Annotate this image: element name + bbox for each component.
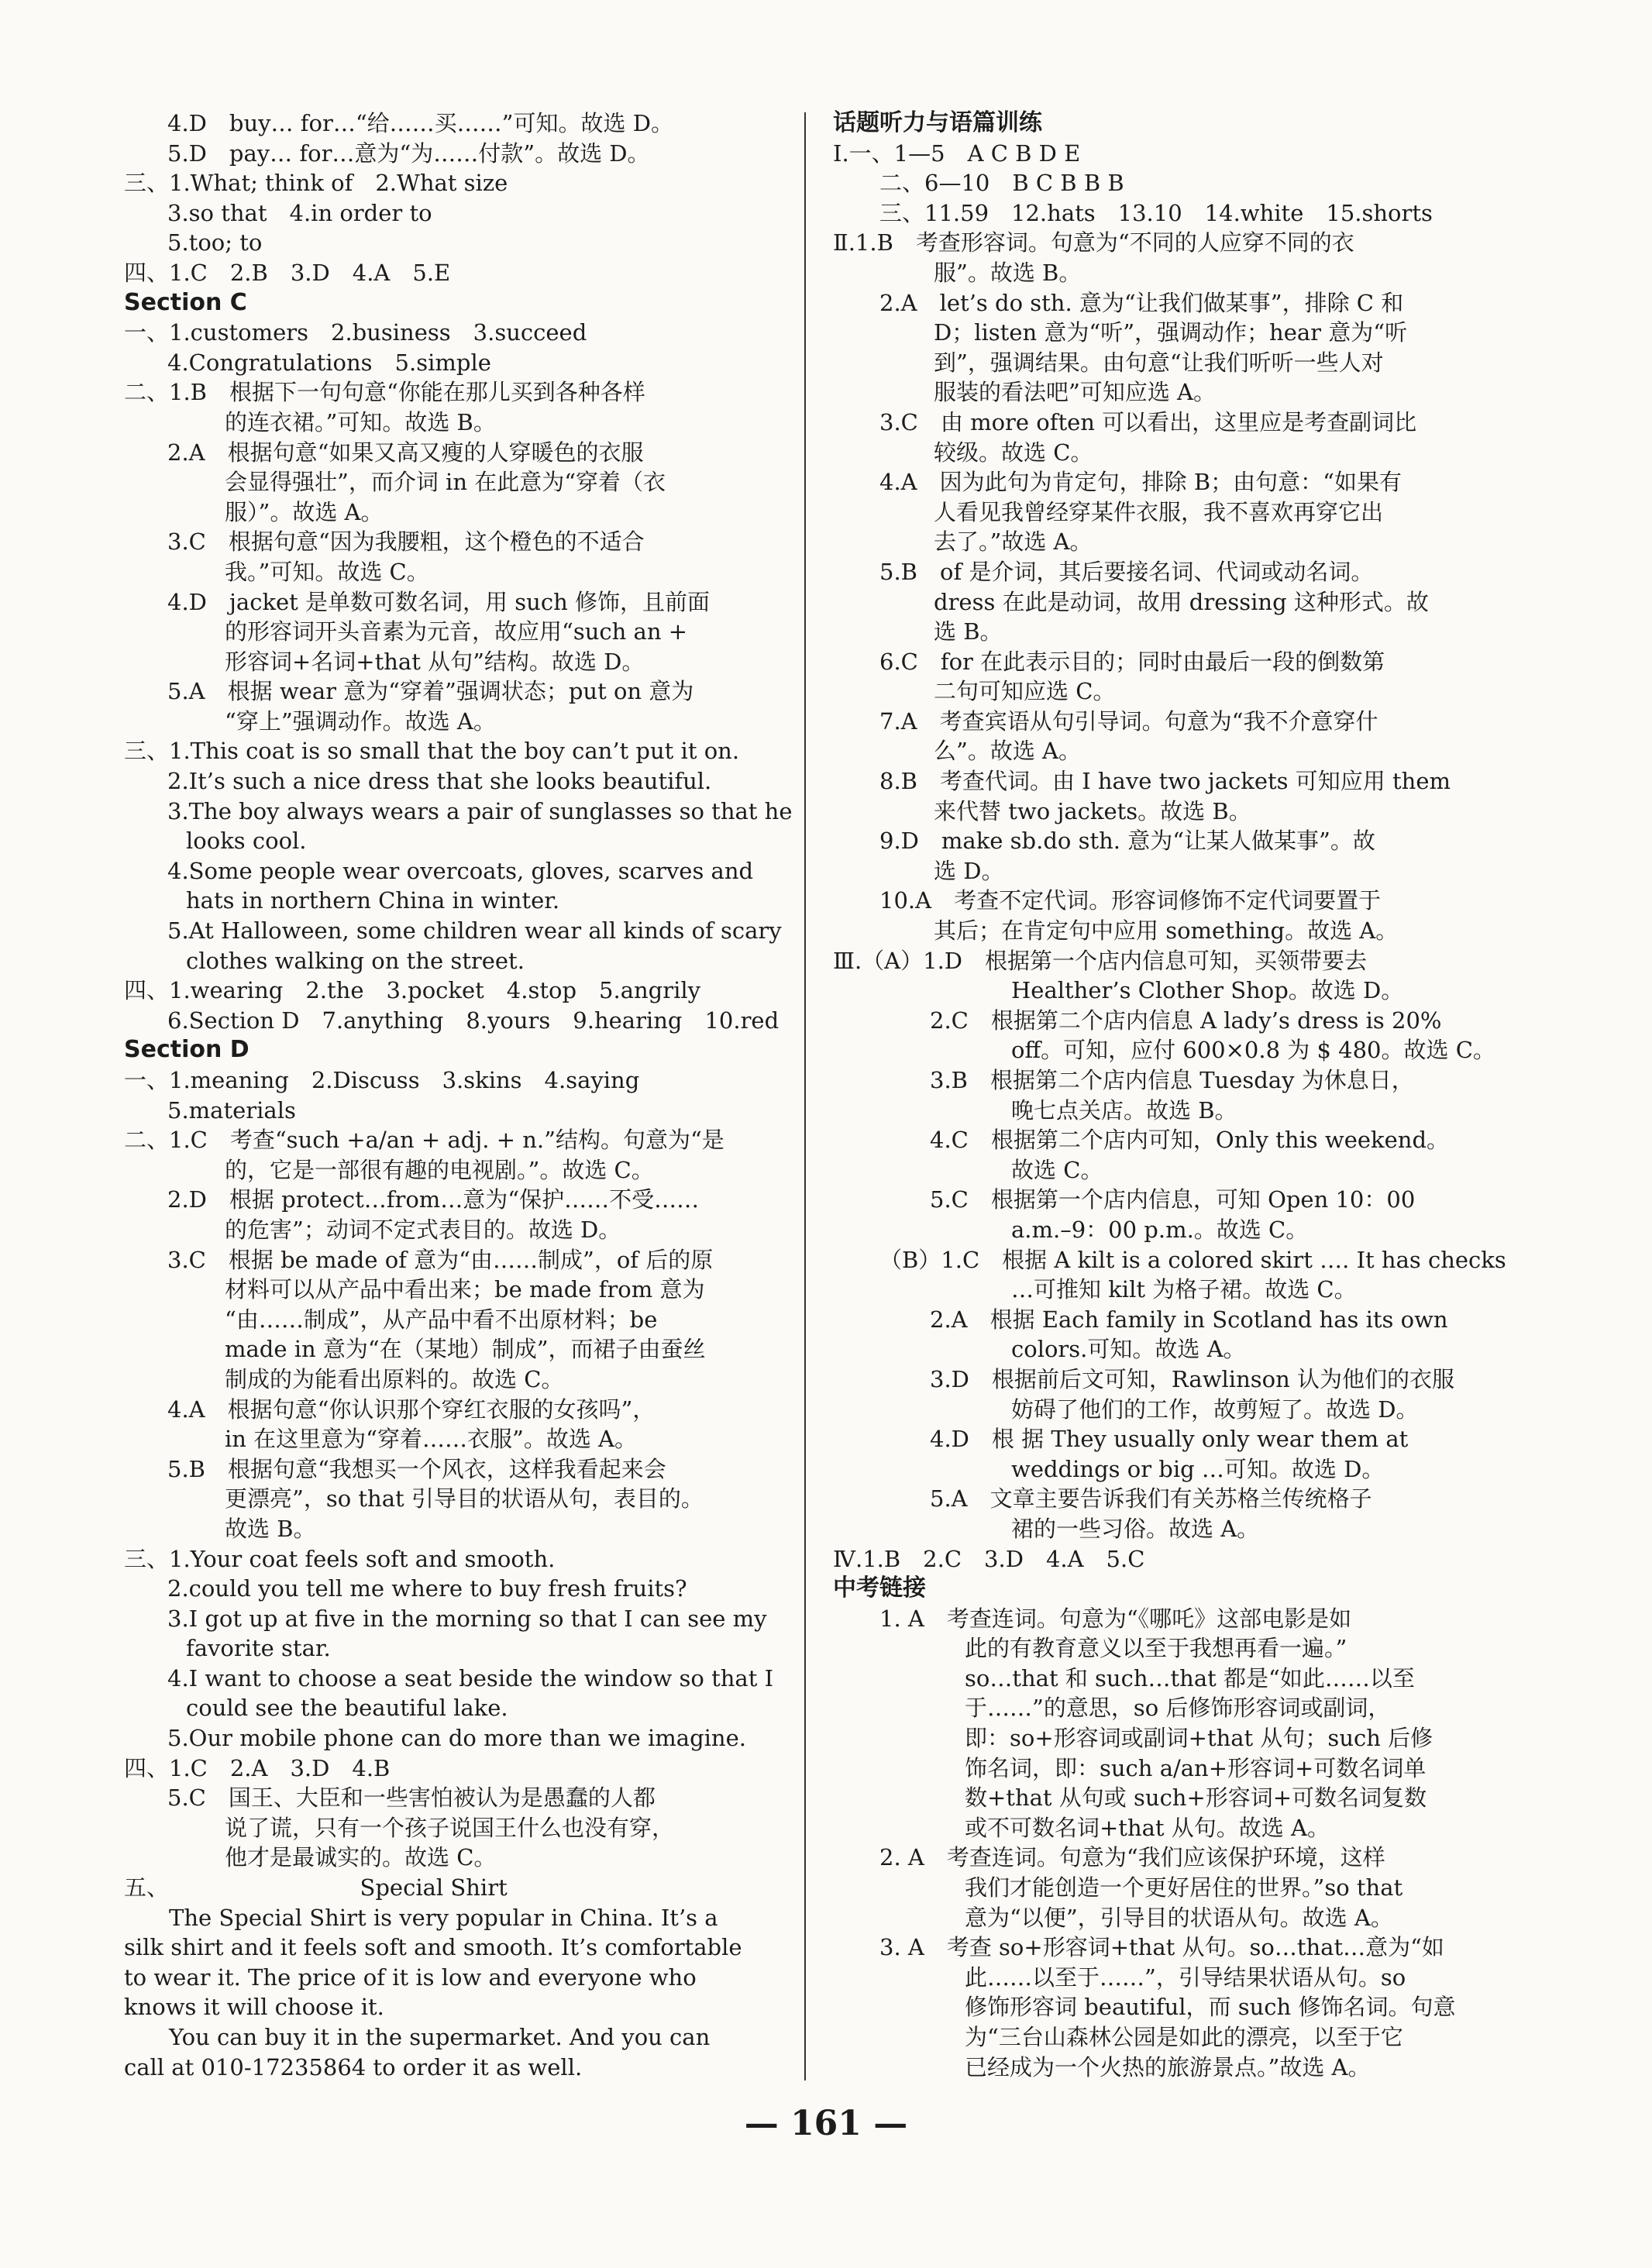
text-line: 三、1.Your coat feels soft and smooth. bbox=[124, 1545, 556, 1572]
text-line: 选 D。 bbox=[934, 857, 1004, 884]
text-line: 即：so+形容词或副词+that 从句；such 后修 bbox=[965, 1725, 1433, 1752]
text-line: 较级。故选 C。 bbox=[934, 439, 1093, 466]
text-line: 故选 B。 bbox=[225, 1515, 316, 1542]
text-line: 2.A let’s do sth. 意为“让我们做某事”，排除 C 和 bbox=[879, 289, 1404, 316]
text-line: dress 在此是动词，故用 dressing 这种形式。故 bbox=[934, 588, 1429, 615]
text-line: 三、1.What; think of 2.What size bbox=[124, 170, 508, 197]
text-line: 3.I got up at five in the morning so that I can see my bbox=[167, 1605, 767, 1632]
text-line: knows it will choose it. bbox=[124, 1994, 384, 2021]
text-line: 二、6—10 B C B B B bbox=[879, 170, 1124, 197]
text-line: “穿上”强调动作。故选 A。 bbox=[225, 707, 496, 735]
text-line: to wear it. The price of it is low and everyone who bbox=[124, 1963, 697, 1991]
text-line: 4.A 因为此句为肯定句，排除 B；由句意：“如果有 bbox=[879, 469, 1402, 496]
text-line: call at 010-17235864 to order it as well. bbox=[124, 2053, 583, 2080]
text-line: 五、 Special Shirt bbox=[124, 1874, 508, 1901]
text-line: 3.C 根据句意“因为我腰粗，这个橙色的不适合 bbox=[167, 528, 645, 556]
text-line: 3.C 由 more often 可以看出，这里应是考查副词比 bbox=[879, 408, 1417, 435]
text-line: off。可知，应付 600×0.8 为 $ 480。故选 C。 bbox=[1011, 1037, 1495, 1064]
text-line: 2.C 根据第二个店内信息 A lady’s dress is 20% bbox=[930, 1007, 1442, 1034]
text-line: 四、1.C 2.A 3.D 4.B bbox=[124, 1754, 391, 1781]
column-divider bbox=[804, 112, 806, 2080]
text-line: 数+that 从句或 such+形容词+可数名词复数 bbox=[965, 1784, 1427, 1812]
text-line: You can buy it in the supermarket. And you can bbox=[124, 2024, 711, 2050]
text-line: 5.B 根据句意“我想买一个风衣，这样我看起来会 bbox=[167, 1455, 666, 1482]
text-line: The Special Shirt is very popular in China. It’s a bbox=[124, 1904, 718, 1931]
text-line: 么”。故选 A。 bbox=[934, 738, 1081, 765]
text-line: 5.D pay… for…意为“为……付款”。故选 D。 bbox=[167, 139, 650, 167]
text-line: 4.D 根 据 They usually only wear them at bbox=[930, 1426, 1409, 1453]
text-line: 的，它是一部很有趣的电视剧。”。故选 C。 bbox=[225, 1156, 654, 1183]
text-line: 更漂亮”，so that 引导目的状语从句，表目的。 bbox=[225, 1485, 704, 1513]
text-line: 4.A 根据句意“你认识那个穿红衣服的女孩吗”， bbox=[167, 1396, 656, 1423]
text-line: 形容词+名词+that 从句”结构。故选 D。 bbox=[225, 648, 645, 675]
text-line: 到”，强调结果。由句意“让我们听听一些人对 bbox=[934, 349, 1384, 376]
text-line: 5.B of 是介词，其后要接名词、代词或动名词。 bbox=[879, 558, 1374, 585]
text-line: 5.C 国王、大臣和一些害怕被认为是愚蠢的人都 bbox=[167, 1784, 656, 1812]
text-line: a.m.–9：00 p.m.。故选 C。 bbox=[1011, 1216, 1309, 1243]
text-line: 故选 C。 bbox=[1011, 1156, 1103, 1183]
text-line: 服装的看法吧”可知应选 A。 bbox=[934, 379, 1216, 406]
text-line: 三、1.This coat is so small that the boy can’t put it on. bbox=[124, 738, 740, 765]
text-line: 其后；在肯定句中应用 something。故选 A。 bbox=[934, 917, 1399, 945]
page-number: — 161 — bbox=[744, 2104, 908, 2143]
text-line: Ⅰ.一、1—5 A C B D E bbox=[833, 139, 1081, 167]
text-line: 制成的为能看出原料的。故选 C。 bbox=[225, 1365, 564, 1392]
text-line: 说了谎，只有一个孩子说国王什么也没有穿， bbox=[225, 1814, 675, 1841]
text-line: （B）1.C 根据 A kilt is a colored skirt …. It has checks bbox=[879, 1246, 1506, 1273]
text-line: 我们才能创造一个更好居住的世界。”so that bbox=[965, 1874, 1403, 1901]
text-line: 8.B 考查代词。由 I have two jackets 可知应用 them bbox=[879, 768, 1451, 795]
text-line: 5.A 文章主要告诉我们有关苏格兰传统格子 bbox=[930, 1485, 1372, 1513]
text-line: 3.C 根据 be made of 意为“由……制成”，of 后的原 bbox=[167, 1246, 714, 1273]
text-line: 3.B 根据第二个店内信息 Tuesday 为休息日， bbox=[930, 1067, 1414, 1093]
text-line: 三、11.59 12.hats 13.10 14.white 15.shorts bbox=[879, 199, 1433, 226]
text-line: 2.A 根据句意“如果又高又瘦的人穿暖色的衣服 bbox=[167, 439, 644, 466]
text-line: 10.A 考查不定代词。形容词修饰不定代词要置于 bbox=[879, 887, 1382, 914]
text-line: 9.D make sb.do sth. 意为“让某人做某事”。故 bbox=[879, 828, 1375, 855]
text-line: 二句可知应选 C。 bbox=[934, 678, 1116, 705]
text-line: 5.C 根据第一个店内信息，可知 Open 10：00 bbox=[930, 1186, 1416, 1213]
text-line: Ⅱ.1.B 考查形容词。句意为“不同的人应穿不同的衣 bbox=[833, 229, 1354, 256]
text-line: colors.可知。故选 A。 bbox=[1011, 1336, 1246, 1363]
text-line: 已经成为一个火热的旅游景点。”故选 A。 bbox=[965, 2053, 1371, 2080]
text-line: hats in northern China in winter. bbox=[186, 887, 560, 914]
text-line: 妨碍了他们的工作，故剪短了。故选 D。 bbox=[1011, 1396, 1419, 1423]
text-line: 的形容词开头音素为元音，故应用“such an + bbox=[225, 618, 688, 645]
text-line: 3.The boy always wears a pair of sunglasses so that he bbox=[167, 797, 793, 824]
text-line: made in 意为“在（某地）制成”，而裙子由蚕丝 bbox=[225, 1336, 706, 1363]
text-line: 服”。故选 B。 bbox=[934, 259, 1082, 286]
text-line: 四、1.wearing 2.the 3.pocket 4.stop 5.angrily bbox=[124, 977, 701, 1004]
text-line: 来代替 two jackets。故选 B。 bbox=[934, 797, 1251, 824]
text-line: 去了。”故选 A。 bbox=[934, 528, 1093, 556]
text-line: 二、1.B 根据下一句句意“你能在那儿买到各种各样 bbox=[124, 379, 645, 406]
text-line: 3. A 考查 so+形容词+that 从句。so…that…意为“如 bbox=[879, 1934, 1444, 1961]
text-line: 为“三台山森林公园是如此的漂亮，以至于它 bbox=[965, 2024, 1403, 2050]
text-line: 裙的一些习俗。故选 A。 bbox=[1011, 1515, 1260, 1542]
text-line: 会显得强壮”，而介词 in 在此意为“穿着（衣 bbox=[225, 469, 666, 496]
text-line: 的连衣裙。”可知。故选 B。 bbox=[225, 408, 496, 435]
text-line: Ⅲ.（A）1.D 根据第一个店内信息可知，买领带要去 bbox=[833, 947, 1368, 974]
text-line: so…that 和 such…that 都是“如此……以至 bbox=[965, 1664, 1415, 1692]
text-line: 5.Our mobile phone can do more than we imagine. bbox=[167, 1725, 746, 1752]
text-line: could see the beautiful lake. bbox=[186, 1695, 508, 1722]
text-line: 5.A 根据 wear 意为“穿着”强调状态；put on 意为 bbox=[167, 678, 694, 705]
left-column bbox=[124, 108, 793, 2082]
text-line: 2.D 根据 protect…from…意为“保护……不受…… bbox=[167, 1186, 700, 1213]
text-line: 7.A 考查宾语从句引导词。句意为“我不介意穿什 bbox=[879, 707, 1378, 735]
right-column bbox=[833, 108, 1506, 2082]
text-line: 6.Section D 7.anything 8.yours 9.hearing 10.red bbox=[167, 1007, 780, 1034]
text-line: 此的有教育意义以至于我想再看一遍。” bbox=[965, 1635, 1347, 1662]
text-line: Ⅳ.1.B 2.C 3.D 4.A 5.C bbox=[833, 1545, 1145, 1572]
text-line: 2.could you tell me where to buy fresh fruits? bbox=[167, 1575, 687, 1602]
text-line: 四、1.C 2.B 3.D 4.A 5.E bbox=[124, 259, 451, 286]
text-line: 2.A 根据 Each family in Scotland has its own bbox=[930, 1306, 1448, 1333]
text-line: 3.D 根据前后文可知，Rawlinson 认为他们的衣服 bbox=[930, 1365, 1454, 1392]
text-line: 6.C for 在此表示目的；同时由最后一段的倒数第 bbox=[879, 648, 1385, 675]
text-line: 一、1.meaning 2.Discuss 3.skins 4.saying bbox=[124, 1067, 640, 1093]
text-line: clothes walking on the street. bbox=[186, 947, 525, 974]
text-line: in 在这里意为“穿着……衣服”。故选 A。 bbox=[225, 1426, 637, 1453]
text-line: Section C bbox=[124, 288, 247, 316]
text-line: silk shirt and it feels soft and smooth. It’s comfortable bbox=[124, 1934, 742, 1961]
text-line: 材料可以从产品中看出来；be made from 意为 bbox=[225, 1276, 705, 1303]
text-line: 饰名词，即：such a/an+形容词+可数名词单 bbox=[965, 1754, 1427, 1781]
text-line: 于……”的意思，so 后修饰形容词或副词， bbox=[965, 1695, 1391, 1722]
text-line: looks cool. bbox=[186, 828, 307, 855]
text-line: 我。”可知。故选 C。 bbox=[225, 558, 429, 585]
text-line: 的危害”；动词不定式表目的。故选 D。 bbox=[225, 1216, 621, 1243]
text-line: “由……制成”，从产品中看不出原材料；be bbox=[225, 1306, 658, 1333]
text-line: 二、1.C 考查“such +a/an + adj. + n.”结构。句意为“是 bbox=[124, 1127, 724, 1154]
text-line: D；listen 意为“听”，强调动作；hear 意为“听 bbox=[934, 319, 1408, 346]
text-line: 此……以至于……”，引导结果状语从句。so bbox=[965, 1963, 1406, 1991]
text-line: 或不可数名词+that 从句。故选 A。 bbox=[965, 1814, 1330, 1841]
text-line: 一、1.customers 2.business 3.succeed bbox=[124, 319, 587, 346]
text-line: 中考链接 bbox=[833, 1575, 926, 1602]
text-line: 5.too; to bbox=[167, 229, 263, 256]
text-line: favorite star. bbox=[186, 1635, 331, 1662]
text-line: 服）”。故选 A。 bbox=[225, 498, 384, 525]
text-line: 4.D jacket 是单数可数名词，用 such 修饰，且前面 bbox=[167, 588, 710, 615]
text-line: Healther’s Clother Shop。故选 D。 bbox=[1011, 977, 1404, 1004]
text-line: 晚七点关店。故选 B。 bbox=[1011, 1096, 1237, 1124]
text-line: 1. A 考查连词。句意为“《哪吒》这部电影是如 bbox=[879, 1605, 1352, 1632]
text-line: Section D bbox=[124, 1036, 250, 1064]
text-line: 修饰形容词 beautiful，而 such 修饰名词。句意 bbox=[965, 1994, 1456, 2021]
text-line: 意为“以便”，引导目的状语从句。故选 A。 bbox=[965, 1904, 1393, 1931]
text-line: …可推知 kilt 为格子裙。故选 C。 bbox=[1011, 1276, 1357, 1303]
text-line: 2. A 考查连词。句意为“我们应该保护环境，这样 bbox=[879, 1844, 1385, 1871]
text-line: weddings or big …可知。故选 D。 bbox=[1011, 1455, 1385, 1482]
text-line: 选 B。 bbox=[934, 618, 1003, 645]
text-line: 4.I want to choose a seat beside the window so that I bbox=[167, 1664, 774, 1692]
text-line: 4.D buy… for…“给……买……”可知。故选 D。 bbox=[167, 110, 673, 136]
text-line: 4.Some people wear overcoats, gloves, scarves and bbox=[167, 857, 754, 884]
text-line: 2.It’s such a nice dress that she looks beautiful. bbox=[167, 768, 712, 795]
text-line: 话题听力与语篇训练 bbox=[833, 109, 1042, 136]
text-line: 3.so that 4.in order to bbox=[167, 199, 432, 226]
text-line: 4.C 根据第二个店内可知，Only this weekend。 bbox=[930, 1127, 1450, 1154]
text-line: 4.Congratulations 5.simple bbox=[167, 349, 491, 376]
text-line: 5.At Halloween, some children wear all kinds of scary bbox=[167, 917, 782, 945]
text-line: 5.materials bbox=[167, 1096, 296, 1124]
text-line: 人看见我曾经穿某件衣服，我不喜欢再穿它出 bbox=[934, 498, 1384, 525]
text-line: 他才是最诚实的。故选 C。 bbox=[225, 1844, 497, 1871]
